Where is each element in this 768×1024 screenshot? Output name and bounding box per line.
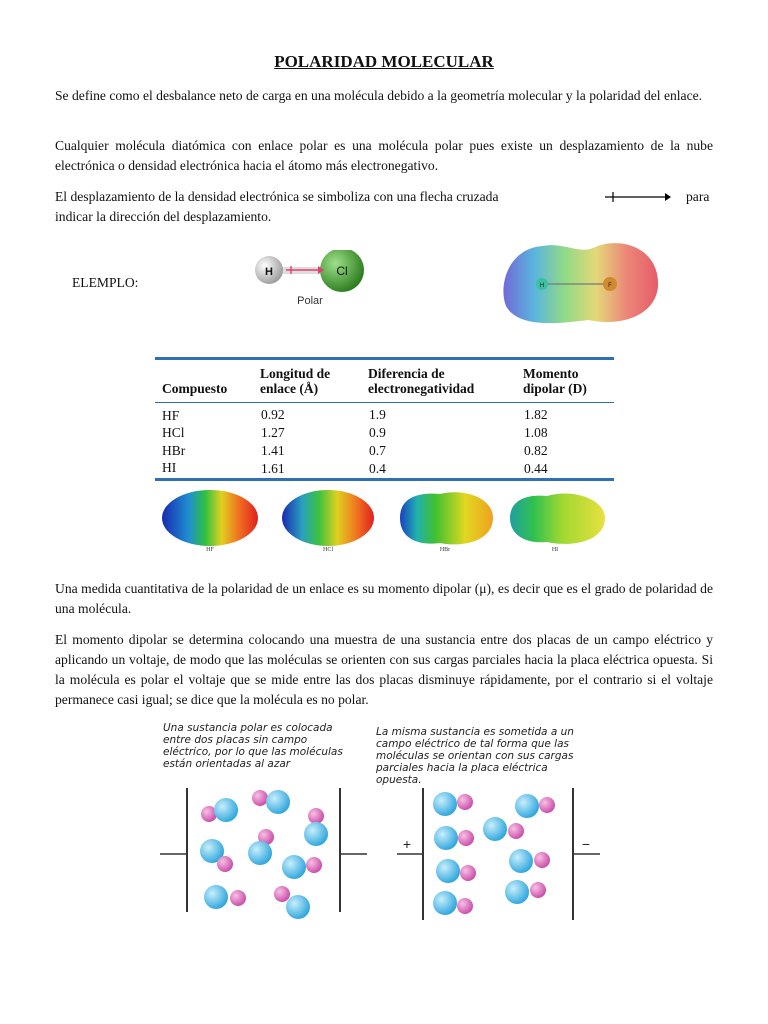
diatomic-paragraph: Cualquier molécula diatómica con enlace polar es una molécula polar pues existe un desplazamiento de la nube electrónica o densidad electrónica hacia el átomo más electronegativo. [55, 138, 713, 173]
header-compuesto: Compuesto [155, 360, 260, 403]
atom-cl-label: Cl [336, 264, 348, 278]
arrow-paragraph-text: El desplazamiento de la densidad electrónica se simboliza con una flecha cruzada [55, 189, 499, 204]
properties-table [155, 357, 614, 481]
potential-maps-row [155, 488, 615, 553]
map-label-hbr: HBr [439, 547, 451, 553]
table-row: HBr 1.41 0.7 0.82 [162, 443, 548, 458]
hcl-ball-model [250, 250, 375, 310]
page-title: POLARIDAD MOLECULAR [274, 52, 494, 71]
model-caption: Polar [297, 295, 323, 307]
map-label-hi: HI [551, 547, 559, 553]
hf-potential-map [498, 236, 663, 331]
header-momento: Momento dipolar (D) [523, 360, 614, 403]
random-molecules [200, 790, 328, 919]
electric-field-diagram [160, 780, 610, 930]
table-row: HF 0.92 1.9 1.82 [162, 407, 548, 423]
hcl-map [282, 490, 374, 546]
hi-map [510, 493, 605, 543]
hbr-map [400, 492, 493, 544]
left-caption: Una sustancia polar es colocada entre dos placas sin campo eléctrico, por lo que las moléculas están orientadas al azar [163, 722, 343, 770]
hf-map [162, 490, 258, 546]
map-f-label: F [608, 283, 612, 289]
crossed-arrow-icon [603, 190, 671, 204]
arrow-paragraph-tail: para [686, 189, 710, 204]
table-row: HCl 1.27 0.9 1.08 [162, 425, 548, 440]
plate-plus-sign: + [402, 836, 412, 852]
map-h-label: H [539, 283, 545, 289]
header-diferencia: Diferencia de electronegatividad [368, 360, 523, 403]
dipole-paragraph: Una medida cuantitativa de la polaridad de un enlace es su momento dipolar (μ), es decir que es el grado de polaridad de una molécula. [55, 581, 713, 616]
right-caption: La misma sustancia es sometida a un campo eléctrico de tal forma que las moléculas se orientan con sus cargas parciales hacia la placa eléctrica opuesta. [376, 726, 574, 786]
arrow-paragraph-end: indicar la dirección del desplazamiento. [55, 209, 272, 224]
table-row: HI 1.61 0.4 0.44 [162, 460, 548, 476]
header-longitud: Longitud de enlace (Å) [260, 360, 368, 403]
measurement-paragraph: El momento dipolar se determina colocando una muestra de una sustancia entre dos placas de un campo eléctrico y aplicando un voltaje, de modo que las moléculas se orienten con sus cargas parciales hacia la placa eléctrica opuesta. Si la molécula es polar el voltaje que se mide entre las dos placas disminuye rápidamente, por el contrario si el voltaje permanece casi igual; se dice que la molécula es no polar. [55, 632, 713, 707]
atom-h-label: H [265, 266, 273, 278]
definition-paragraph: Se define como el desbalance neto de carga en una molécula debido a la geometría molecular y la polaridad del enlace. [55, 88, 703, 103]
map-label-hf: HF [206, 547, 214, 553]
plate-minus-sign: − [581, 836, 591, 852]
aligned-molecules [433, 792, 555, 915]
example-label: ELEMPLO: [72, 275, 139, 290]
map-label-hcl: HCl [322, 547, 334, 553]
